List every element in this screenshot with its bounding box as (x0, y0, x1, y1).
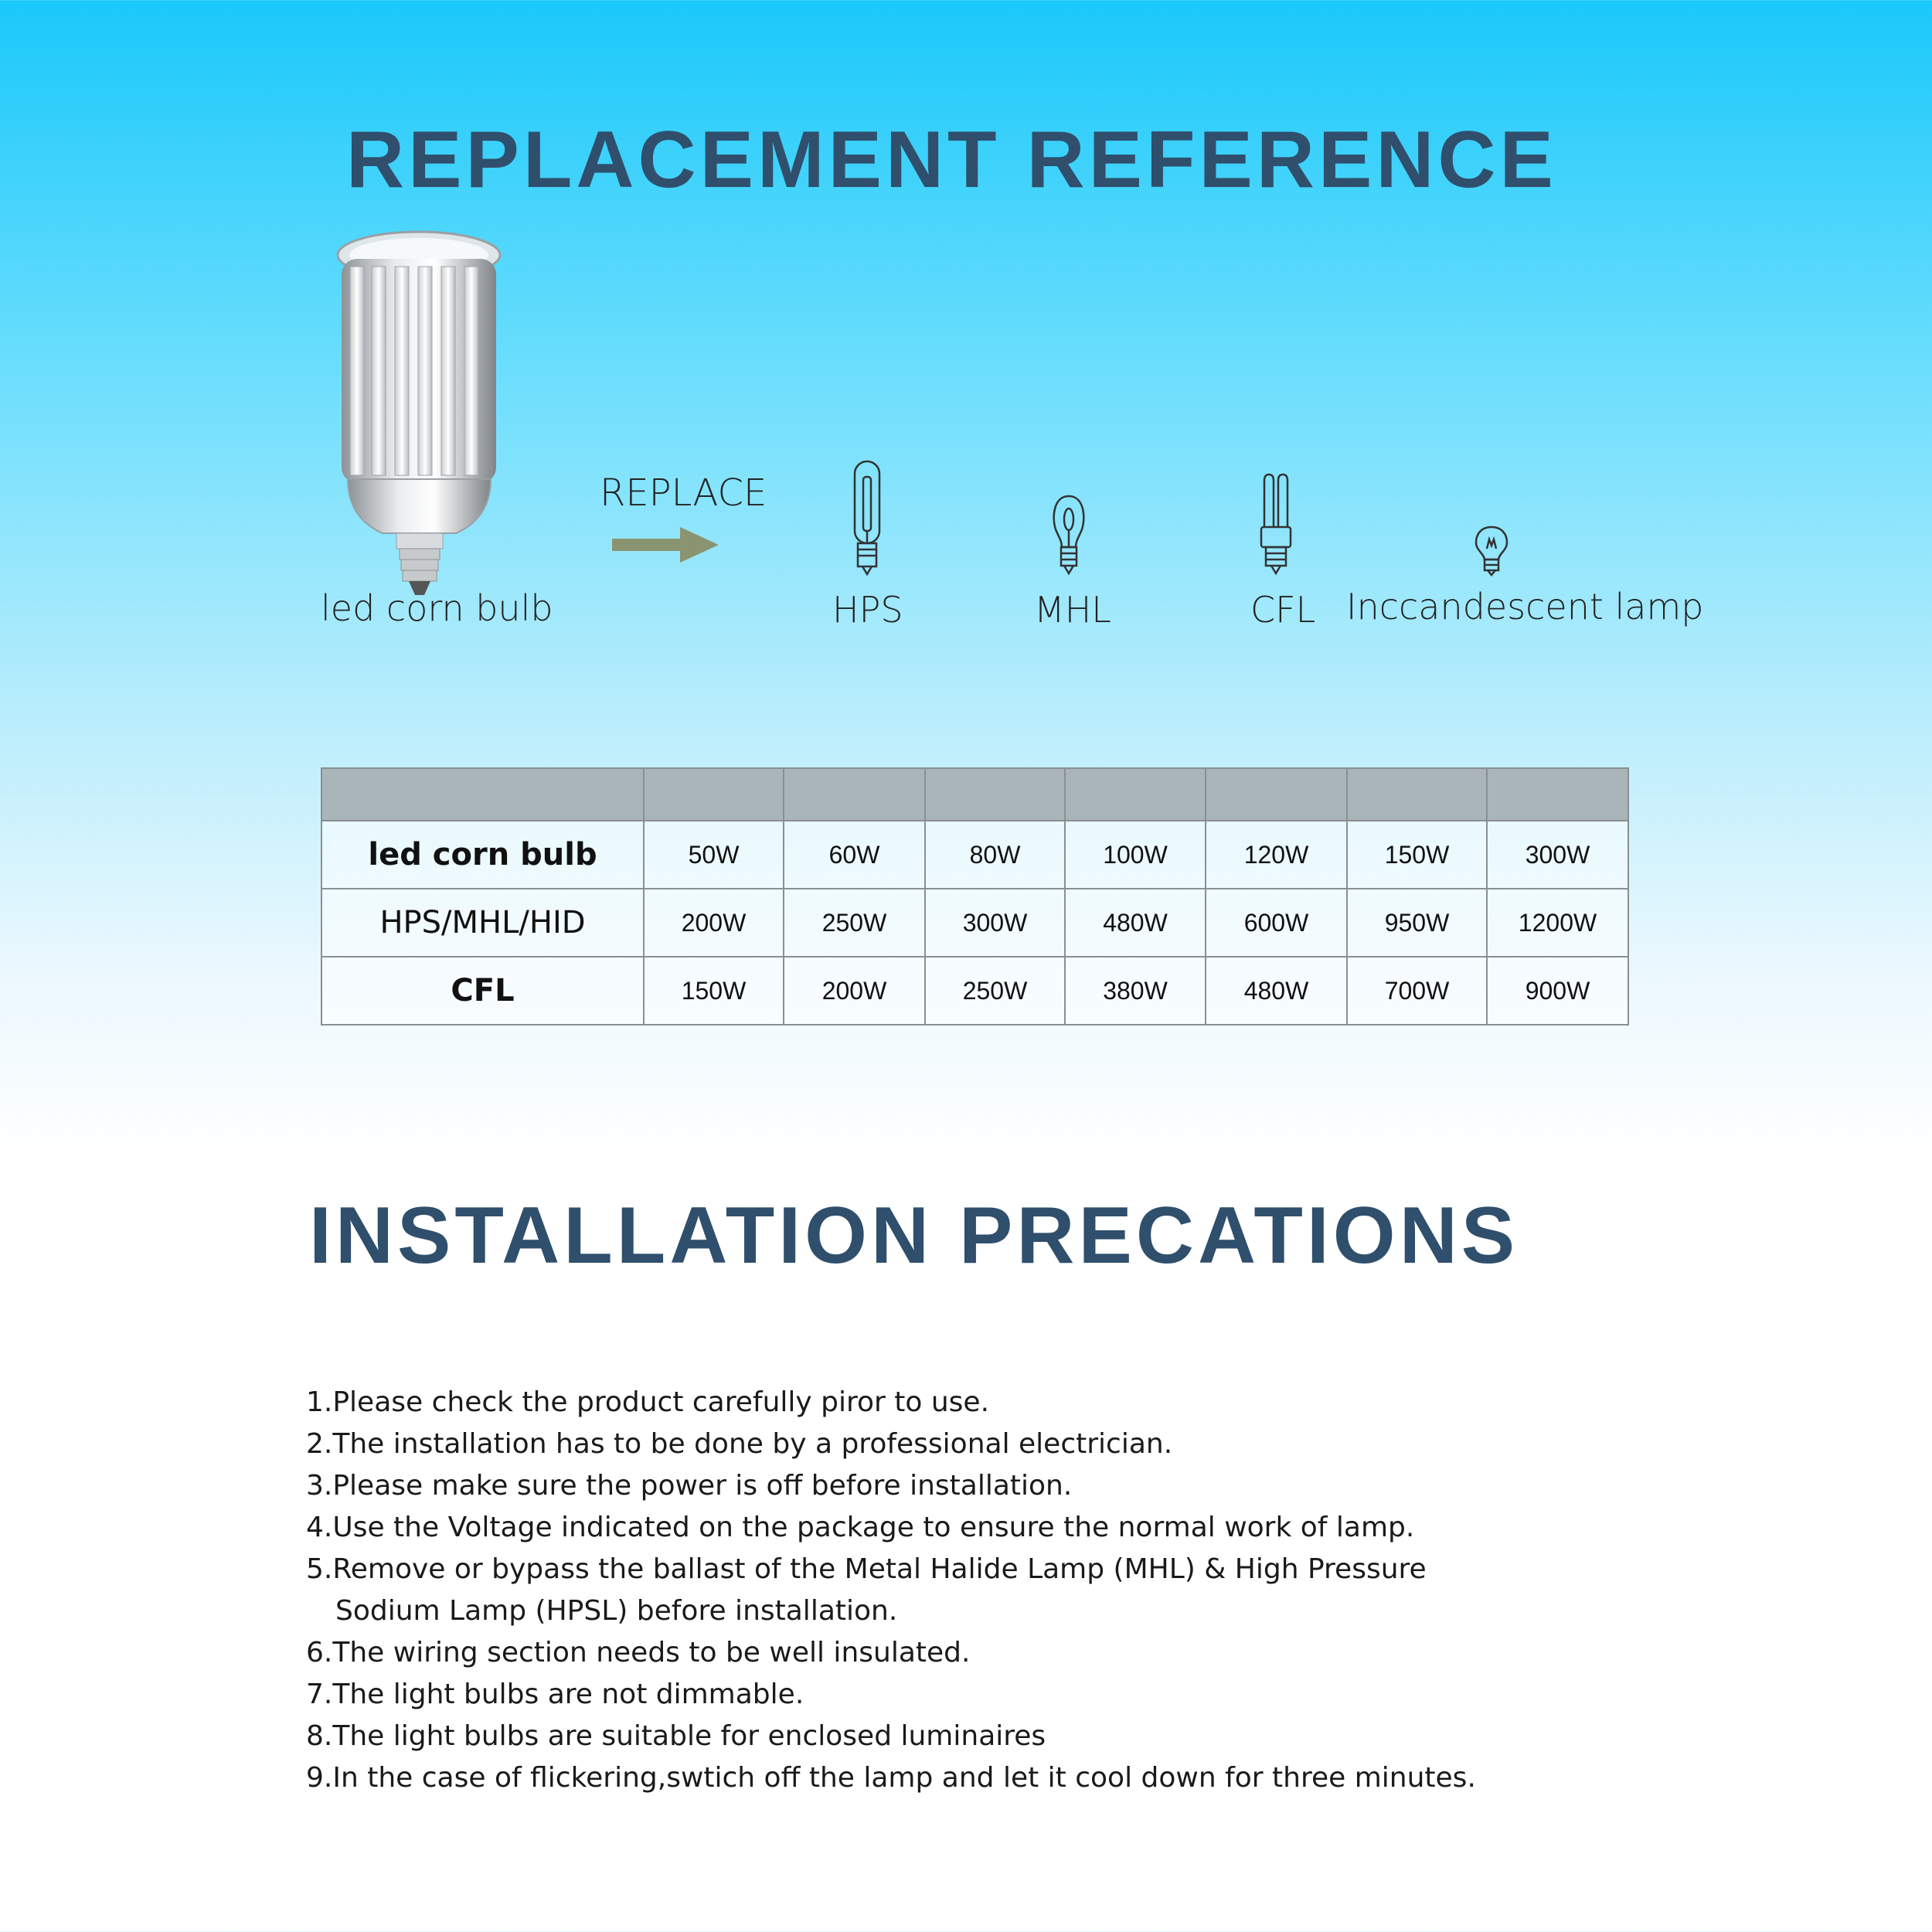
led-corn-bulb-label: led corn bulb (321, 587, 553, 629)
mhl-lamp-icon (1049, 495, 1088, 576)
table-cell: 150W (644, 957, 784, 1025)
table-header-cell (1065, 768, 1206, 821)
row-label-led: led corn bulb (321, 821, 644, 889)
table-cell: 900W (1487, 957, 1628, 1025)
table-cell: 150W (1347, 821, 1487, 889)
table-row (321, 889, 1628, 957)
list-item: 4.Use the Voltage indicated on the package to ensure the normal work of lamp. (306, 1512, 1415, 1543)
precautions-list (306, 1382, 1476, 1799)
arrow-right-icon (612, 527, 720, 563)
list-item: 6.The wiring section needs to be well insulated. (306, 1637, 971, 1668)
table-cell: 300W (925, 889, 1065, 957)
table-cell: 250W (925, 957, 1065, 1025)
list-item: 9.In the case of flickering,swtich off the lamp and let it cool down for three minutes. (306, 1762, 1476, 1794)
row-label-hps-mhl-hid: HPS/MHL/HID (321, 889, 644, 957)
table-header-row (321, 768, 1628, 821)
cfl-lamp-icon (1258, 473, 1294, 577)
incandescent-lamp-icon (1475, 526, 1509, 577)
list-item-text: 5.Remove or bypass the ballast of the Metal Halide Lamp (MHL) & High Pressure (306, 1553, 1427, 1585)
table-header-cell (644, 768, 784, 821)
hps-lamp-icon (850, 460, 884, 576)
table-cell: 120W (1206, 821, 1347, 889)
table-header-cell (925, 768, 1065, 821)
list-item: 7.The light bulbs are not dimmable. (306, 1679, 804, 1710)
table-cell: 100W (1065, 821, 1206, 889)
replacement-table (321, 767, 1629, 1026)
list-item-continuation: Sodium Lamp (HPSL) before installation. (335, 1595, 898, 1627)
table-cell: 50W (644, 821, 784, 889)
replace-label: REPLACE (600, 471, 767, 515)
cfl-label: CFL (1250, 589, 1316, 631)
table-cell: 60W (784, 821, 925, 889)
table-header-cell (1487, 768, 1628, 821)
replacement-title: REPLACEMENT REFERENCE (346, 115, 1557, 205)
hps-label: HPS (832, 589, 903, 631)
table-header-cell (1347, 768, 1487, 821)
table-header-cell (321, 768, 644, 821)
table-header-cell (1206, 768, 1347, 821)
table-cell: 700W (1347, 957, 1487, 1025)
table-row (321, 957, 1628, 1025)
list-item: 2.The installation has to be done by a professional electrician. (306, 1428, 1173, 1460)
table-cell: 80W (925, 821, 1065, 889)
list-item (306, 1549, 1476, 1632)
row-label-cfl: CFL (321, 957, 644, 1025)
mhl-label: MHL (1034, 589, 1111, 631)
list-item: 1.Please check the product carefully piror to use. (306, 1386, 990, 1418)
led-corn-bulb-image (328, 224, 510, 603)
table-cell: 200W (784, 957, 925, 1025)
table-row (321, 821, 1628, 889)
list-item: 3.Please make sure the power is off before installation. (306, 1470, 1073, 1502)
table-cell: 480W (1206, 957, 1347, 1025)
incandescent-lamp-label: Inccandescent lamp (1346, 586, 1704, 628)
table-cell: 1200W (1487, 889, 1628, 957)
table-cell: 600W (1206, 889, 1347, 957)
table-cell: 380W (1065, 957, 1206, 1025)
table-cell: 200W (644, 889, 784, 957)
table-cell: 950W (1347, 889, 1487, 957)
table-cell: 480W (1065, 889, 1206, 957)
table-header-cell (784, 768, 925, 821)
table-cell: 300W (1487, 821, 1628, 889)
installation-title: INSTALLATION PRECATIONS (309, 1191, 1519, 1281)
list-item: 8.The light bulbs are suitable for enclosed luminaires (306, 1720, 1046, 1752)
table-cell: 250W (784, 889, 925, 957)
